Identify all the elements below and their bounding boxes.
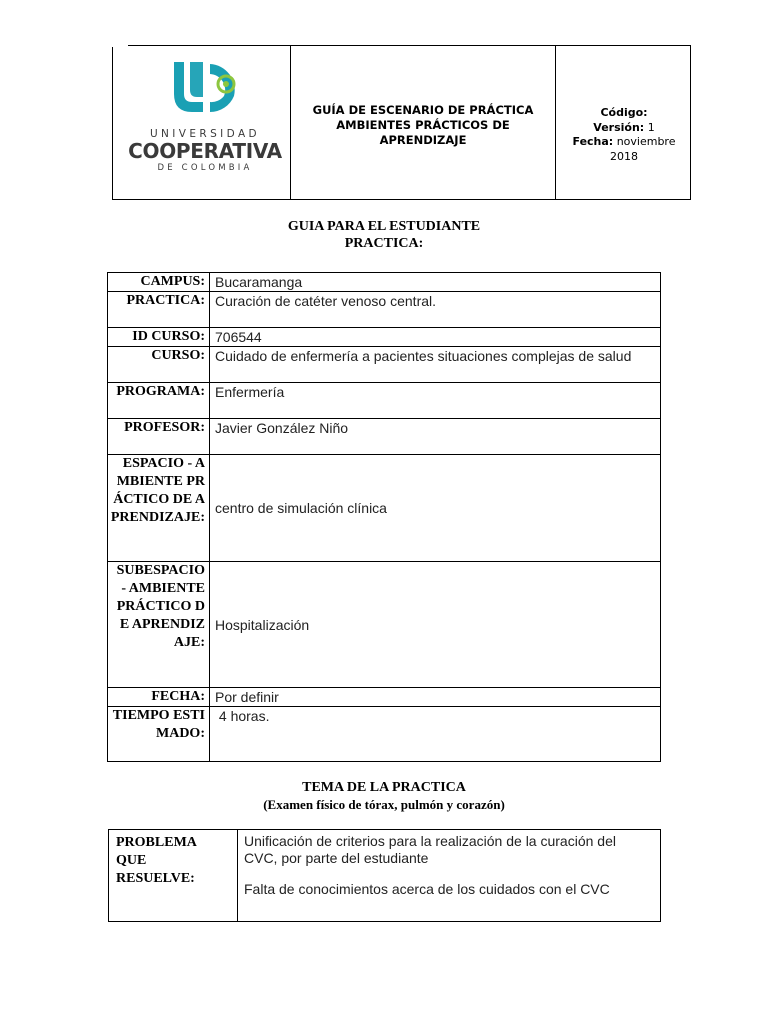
espacio-value: centro de simulación clínica: [210, 455, 661, 562]
logo-text-universidad: UNIVERSIDAD: [149, 128, 261, 140]
problem-label-line: QUE: [116, 853, 147, 868]
profesor-label: PROFESOR:: [108, 419, 210, 455]
table-row: [108, 273, 661, 292]
guide-title: [108, 218, 660, 252]
table-row: [108, 419, 661, 455]
university-logo-icon: [170, 60, 246, 122]
table-row: [108, 707, 661, 762]
header-title-line: GUÍA DE ESCENARIO DE PRÁCTICA: [312, 103, 534, 117]
logo-text-cooperativa: COOPERATIVA: [128, 139, 282, 163]
header-border-gap: [112, 44, 128, 47]
table-row: [108, 688, 661, 707]
curso-label: CURSO:: [108, 347, 210, 383]
fecha-label: FECHA:: [108, 688, 210, 707]
table-row: [108, 292, 661, 328]
header-title-line: AMBIENTES PRÁCTICOS DE: [336, 118, 510, 132]
fecha-value: noviembre 2018: [610, 135, 676, 163]
problem-paragraph: Falta de conocimientos acerca de los cuidados con el CVC: [244, 881, 610, 897]
version-label: Versión:: [593, 120, 645, 134]
curso-value: Cuidado de enfermería a pacientes situaciones complejas de salud: [210, 347, 661, 383]
fecha-label: Fecha:: [572, 135, 614, 148]
tiempo-label: TIEMPO ESTIMADO:: [108, 707, 210, 762]
fecha-value: Por definir: [210, 688, 661, 707]
guide-title-line: GUIA PARA EL ESTUDIANTE: [287, 219, 481, 234]
header-divider: [290, 46, 291, 199]
problem-label-line: RESUELVE:: [116, 871, 195, 886]
topic-subtitle: (Examen físico de tórax, pulmón y corazón): [263, 797, 505, 812]
header-meta: [557, 106, 691, 164]
version-value: 1: [647, 120, 655, 134]
guide-title-line: PRACTICA:: [344, 236, 424, 251]
subespacio-label: SUBESPACIO - AMBIENTE PRÁCTICO DE APRENDIZAJE:: [108, 562, 210, 688]
table-row: [108, 455, 661, 562]
campus-label: CAMPUS:: [108, 273, 210, 292]
espacio-label: ESPACIO - AMBIENTE PRÁCTICO DE APRENDIZAJE:: [108, 455, 210, 562]
table-row: [109, 830, 661, 922]
problem-label-line: PROBLEMA: [116, 835, 197, 850]
practica-value: Curación de catéter venoso central.: [210, 292, 661, 328]
tiempo-value: 4 horas.: [210, 707, 661, 762]
table-row: [108, 383, 661, 419]
logo-text-de-colombia: DE COLOMBIA: [157, 163, 253, 173]
profesor-value: Javier González Niño: [210, 419, 661, 455]
header-title-line: APRENDIZAJE: [379, 133, 467, 147]
problem-table: [108, 829, 661, 922]
codigo-label: Código:: [600, 106, 648, 119]
id-curso-value: 706544: [210, 328, 661, 347]
info-table: [107, 272, 661, 762]
problem-value: [238, 830, 661, 922]
codigo-line: [557, 106, 691, 121]
programa-label: PROGRAMA:: [108, 383, 210, 419]
practica-label: PRACTICA:: [108, 292, 210, 328]
table-row: [108, 347, 661, 383]
header-title: [292, 103, 554, 148]
id-curso-label: ID CURSO:: [108, 328, 210, 347]
programa-value: Enfermería: [210, 383, 661, 419]
version-line: [557, 121, 691, 136]
header-divider: [555, 46, 556, 199]
campus-value: Bucaramanga: [210, 273, 661, 292]
problem-paragraph: Unificación de criterios para la realización de la curación del CVC, por parte del estudiante: [244, 833, 616, 866]
fecha-line: [557, 135, 691, 164]
table-row: [108, 562, 661, 688]
table-row: [108, 328, 661, 347]
topic-title: TEMA DE LA PRACTICA: [302, 780, 466, 795]
problem-label: [109, 830, 238, 922]
subespacio-value: Hospitalización: [210, 562, 661, 688]
